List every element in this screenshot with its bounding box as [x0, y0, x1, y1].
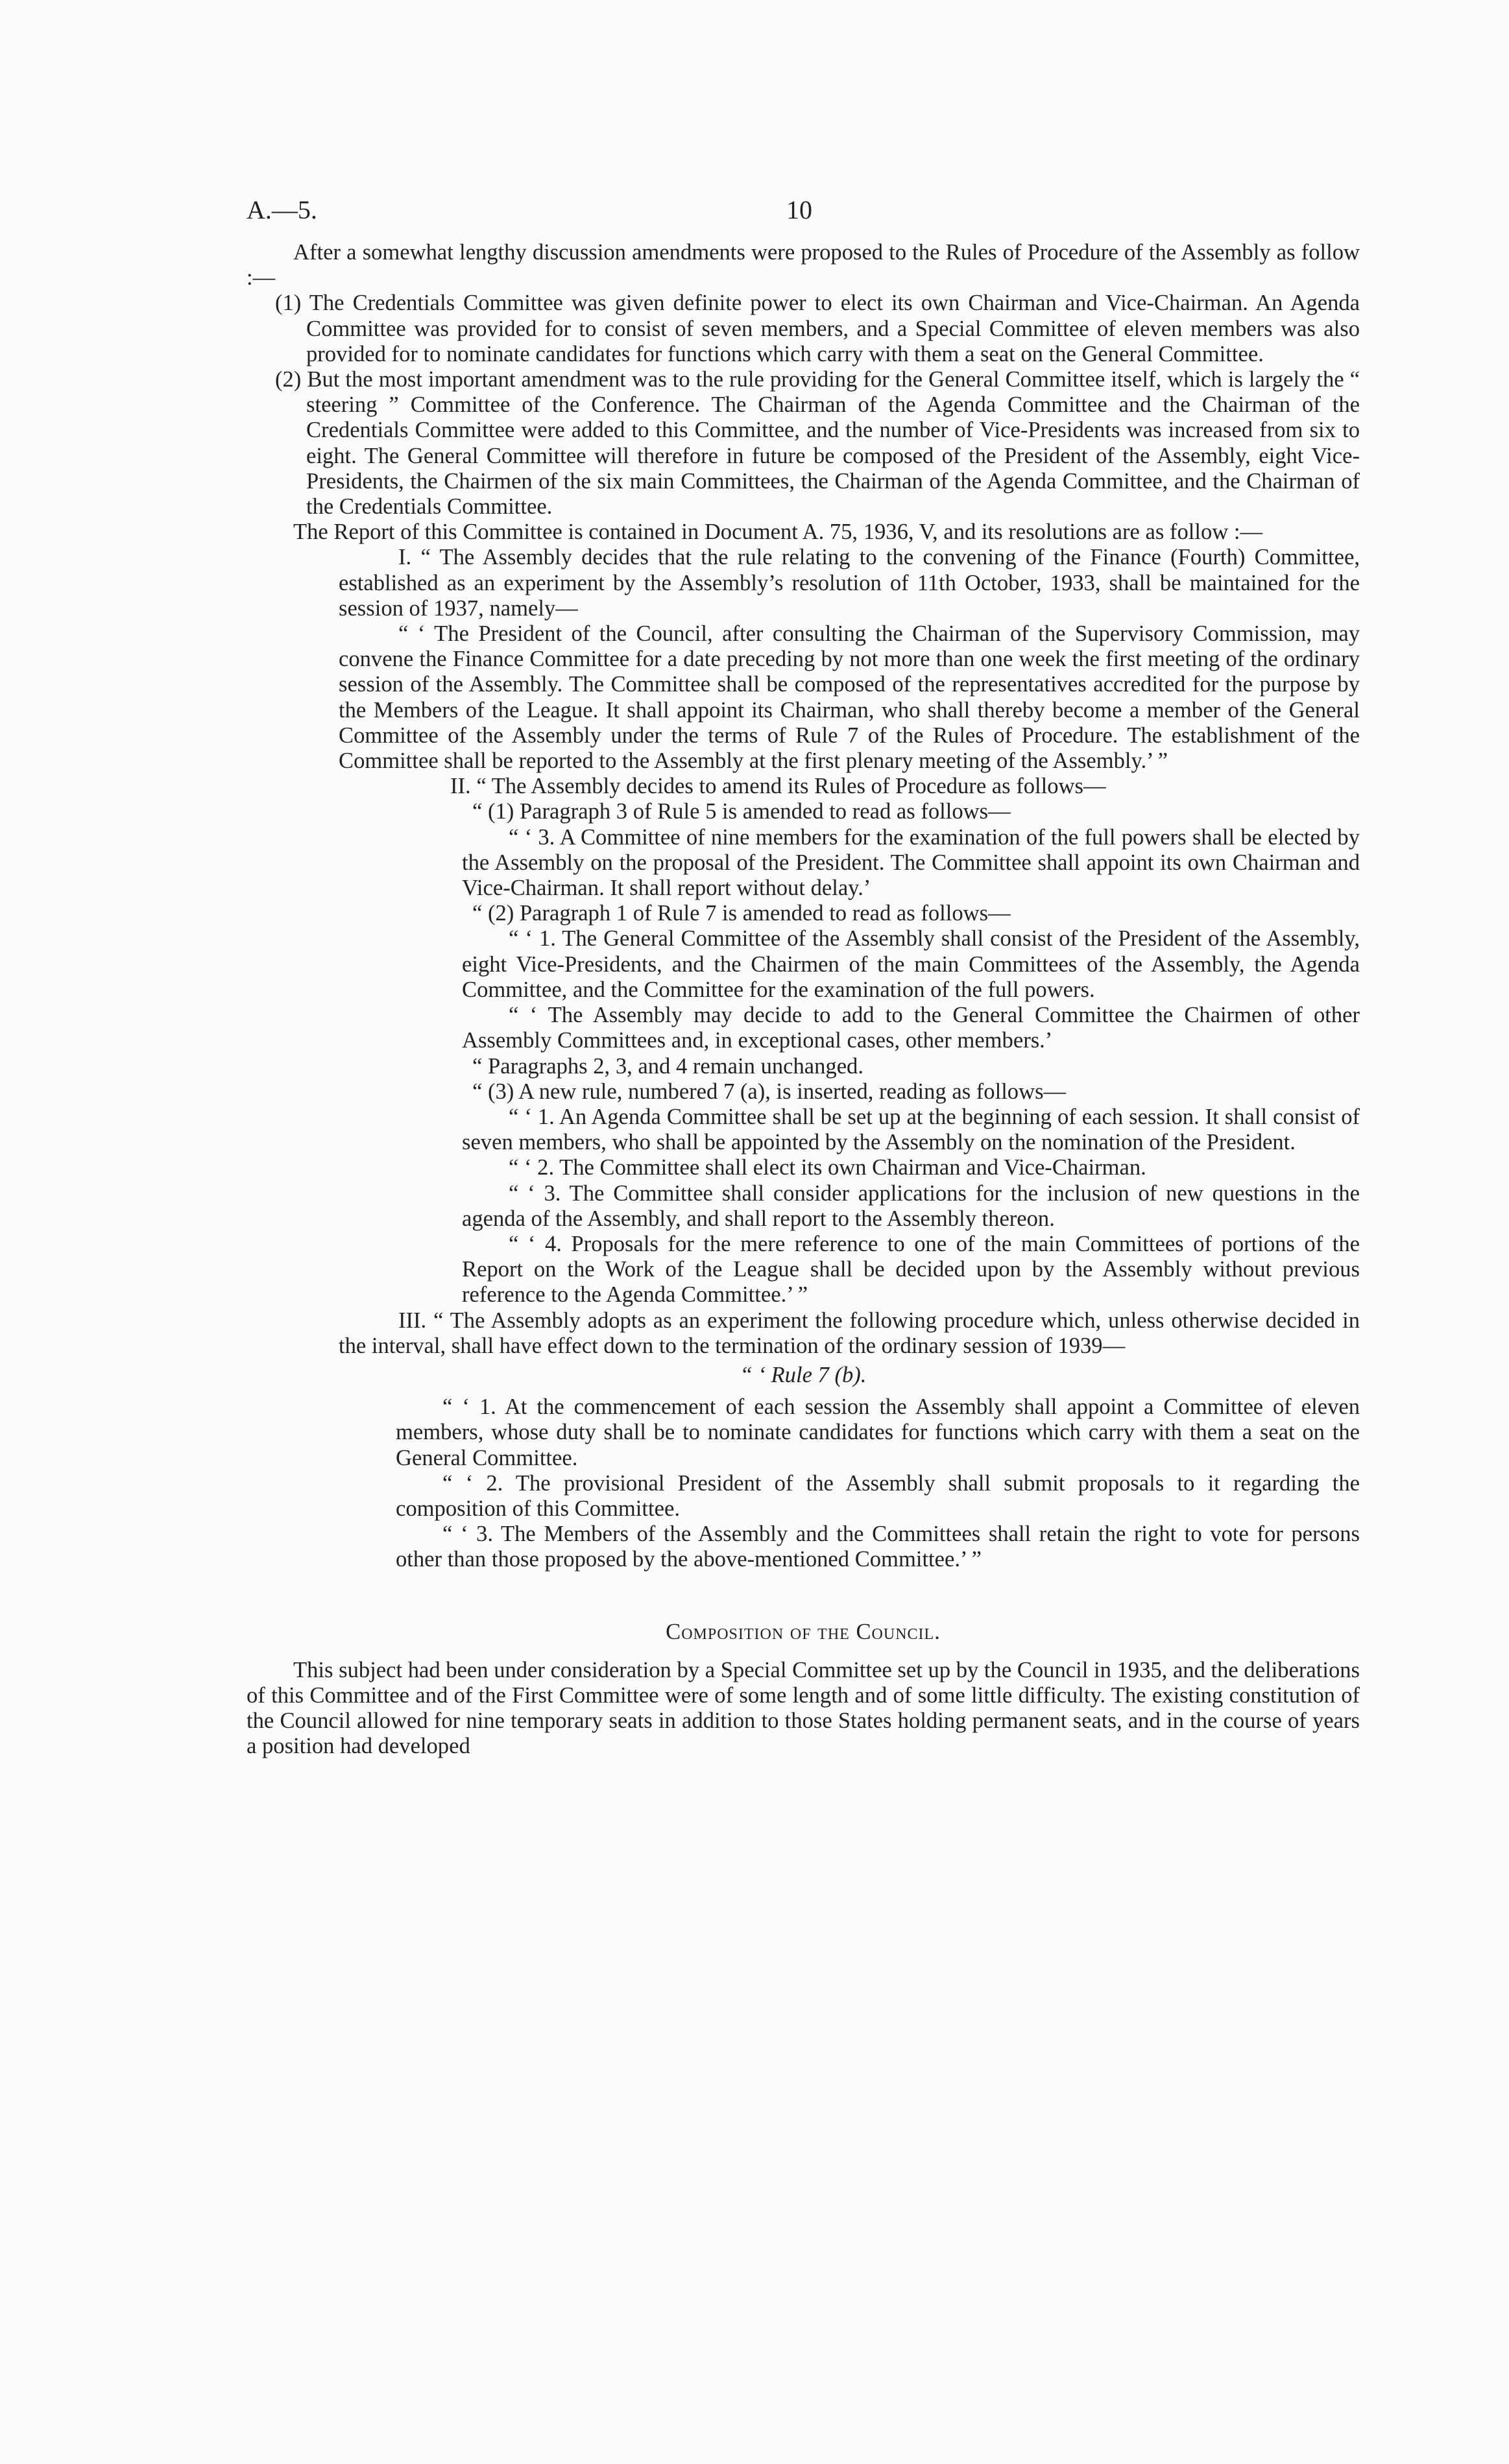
- intro-paragraph: After a somewhat lengthy discussion amendments were proposed to the Rules of Procedure of the Assembly as follow :—: [247, 240, 1360, 291]
- section-heading: Composition of the Council.: [666, 1619, 941, 1644]
- rule-7b-title: “ ‘ Rule 7 (b).: [740, 1362, 867, 1387]
- resolution-2-part-3-text-4: “ ‘ 4. Proposals for the mere reference to one of the main Committees of portions of the Report on the Work of the League shall be decided upon by the Assembly without previous reference to the Agenda Committee.’ ”: [462, 1231, 1360, 1308]
- resolution-3-intro: III. “ The Assembly adopts as an experiment the following procedure which, unless otherwise decided in the interval, shall have effect down to the termination of the ordinary session of 1939—: [339, 1308, 1360, 1358]
- resolution-1-quote: “ ‘ The President of the Council, after consulting the Chairman of the Supervisory Commission, may convene the Finance Committee for a date preceding by not more than one week the first meeting of the ordinary session of the Assembly. The Committee shall be composed of the representatives accredited for the purpose by the Members of the League. It shall appoint its Chairman, who shall thereby become a member of the General Committee of the Assembly under the terms of Rule 7 of the Rules of Procedure. The establishment of the Committee shall be reported to the Assembly at the first plenary meeting of the Assembly.’ ”: [339, 621, 1360, 774]
- resolution-2-part-1-heading: “ (1) Paragraph 3 of Rule 5 is amended to read as follows—: [472, 799, 1011, 824]
- document-reference: A.—5.: [247, 195, 317, 224]
- page-number: 10: [786, 195, 812, 224]
- document-page: [247, 195, 1360, 1760]
- resolution-2-part-1-text: “ ‘ 3. A Committee of nine members for the examination of the full powers shall be elected by the Assembly on the proposal of the President. The Committee shall appoint its own Chairman and Vice-Chairman. It shall report without delay.’: [462, 824, 1360, 901]
- resolution-2-part-2-text-2: “ ‘ The Assembly may decide to add to the General Committee the Chairmen of other Assembly Committees and, in exceptional cases, other members.’: [462, 1003, 1360, 1053]
- resolution-3-text-2: “ ‘ 2. The provisional President of the Assembly shall submit proposals to it regarding the composition of this Committee.: [396, 1470, 1360, 1521]
- amendment-1: (1) The Credentials Committee was given definite power to elect its own Chairman and Vice-Chairman. An Agenda Committee was provided for to consist of seven members, and a Special Committee of eleven members was also provided for to nominate candidates for functions which carry with them a seat on the General Committee.: [275, 291, 1360, 366]
- resolution-2-part-2-text-3: “ Paragraphs 2, 3, and 4 remain unchanged.: [472, 1053, 863, 1079]
- resolution-3-text-3: “ ‘ 3. The Members of the Assembly and the Committees shall retain the right to vote for persons other than those proposed by the above-mentioned Committee.’ ”: [396, 1522, 1360, 1572]
- resolution-1-intro: I. “ The Assembly decides that the rule relating to the convening of the Finance (Fourth) Committee, established as an experiment by the Assembly’s resolution of 11th October, 1933, shall be maintained for the session of 1937, namely—: [339, 545, 1360, 621]
- resolution-2-part-3-text-2: “ ‘ 2. The Committee shall elect its own Chairman and Vice-Chairman.: [509, 1155, 1146, 1180]
- resolution-2-part-3-text-3: “ ‘ 3. The Committee shall consider applications for the inclusion of new questions in the agenda of the Assembly, and shall report to the Assembly thereon.: [462, 1180, 1360, 1231]
- resolution-2-part-3-heading: “ (3) A new rule, numbered 7 (a), is inserted, reading as follows—: [472, 1079, 1067, 1104]
- page-header: [247, 195, 1360, 240]
- resolution-2-part-2-text-1: “ ‘ 1. The General Committee of the Assembly shall consist of the President of the Assembly, eight Vice-Presidents, and the Chairmen of the main Committees of the Assembly, the Agenda Committee, and the Committee for the examination of the full powers.: [462, 926, 1360, 1002]
- report-paragraph: The Report of this Committee is contained in Document A. 75, 1936, V, and its resolutions are as follow :—: [293, 520, 1263, 545]
- resolution-2-intro: II. “ The Assembly decides to amend its Rules of Procedure as follows—: [450, 774, 1106, 799]
- resolution-2-part-2-heading: “ (2) Paragraph 1 of Rule 7 is amended to read as follows—: [472, 901, 1011, 926]
- council-paragraph: This subject had been under consideration by a Special Committee set up by the Council in 1935, and the deliberations of this Committee and of the First Committee were of some length and of some little difficulty. The existing constitution of the Council allowed for nine temporary seats in addition to those States holding permanent seats, and in the course of years a position had developed: [247, 1657, 1360, 1759]
- amendment-2: (2) But the most important amendment was to the rule providing for the General Committee itself, which is largely the “ steering ” Committee of the Conference. The Chairman of the Agenda Committee and the Chairman of the Credentials Committee were added to this Committee, and the number of Vice-Presidents was increased from six to eight. The General Committee will therefore in future be composed of the President of the Assembly, eight Vice-Presidents, the Chairmen of the six main Committees, the Chairman of the Agenda Committee, and the Chairman of the Credentials Committee.: [275, 367, 1360, 520]
- resolution-2-part-3-text-1: “ ‘ 1. An Agenda Committee shall be set up at the beginning of each session. It shall consist of seven members, who shall be appointed by the Assembly on the nomination of the President.: [462, 1104, 1360, 1155]
- resolution-3-text-1: “ ‘ 1. At the commencement of each session the Assembly shall appoint a Committee of eleven members, whose duty shall be to nominate candidates for functions which carry with them a seat on the General Committee.: [396, 1394, 1360, 1470]
